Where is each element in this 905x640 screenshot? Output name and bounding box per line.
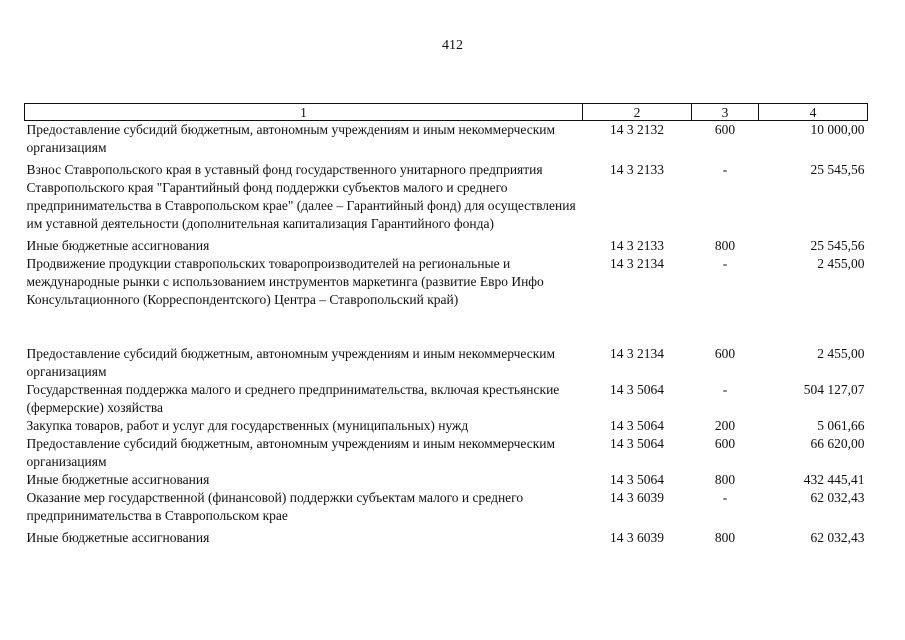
row-description: Иные бюджетные ассигнования xyxy=(26,238,210,253)
header-col-1: 1 xyxy=(25,104,583,121)
row-target-code: 14 3 5064 xyxy=(610,472,664,487)
row-target-code: 14 3 2134 xyxy=(610,346,664,361)
budget-table xyxy=(24,103,868,547)
row-amount: 66 620,00 xyxy=(810,436,865,451)
table-row xyxy=(25,525,868,547)
table-row xyxy=(25,121,868,158)
row-description: Предоставление субсидий бюджетным, автономным учреждениям и иным некоммерческим организациям xyxy=(26,436,556,469)
row-expense-group: 800 xyxy=(714,530,736,545)
row-description: Предоставление субсидий бюджетным, автономным учреждениям и иным некоммерческим организациям xyxy=(26,346,556,379)
table-row xyxy=(25,417,868,435)
row-description: Иные бюджетные ассигнования xyxy=(26,530,210,545)
table-header-row xyxy=(25,104,868,121)
page-number: 412 xyxy=(442,38,463,53)
row-expense-group: - xyxy=(722,256,728,271)
row-amount: 25 545,56 xyxy=(810,162,865,177)
header-col-4: 4 xyxy=(759,104,868,121)
row-target-code: 14 3 2133 xyxy=(610,238,664,253)
row-amount: 2 455,00 xyxy=(817,346,865,361)
row-target-code: 14 3 5064 xyxy=(610,382,664,397)
table-row xyxy=(25,435,868,471)
row-expense-group: - xyxy=(722,162,728,177)
row-amount: 62 032,43 xyxy=(810,490,865,505)
row-description: Продвижение продукции ставропольских товаропроизводителей на региональные и международные рынки с использованием инструментов маркетинга (развитие Евро Инфо Консультационного (Корреспондентского) Центра – Ставропольский край) xyxy=(26,256,544,307)
row-expense-group: 600 xyxy=(714,122,736,137)
row-description: Закупка товаров, работ и услуг для государственных (муниципальных) нужд xyxy=(26,418,469,433)
row-expense-group: 800 xyxy=(714,472,736,487)
table-row xyxy=(25,471,868,489)
row-target-code: 14 3 6039 xyxy=(610,490,664,505)
row-description: Взнос Ставропольского края в уставный фонд государственного унитарного предприятия Ставропольского края "Гарантийный фонд поддержки субъектов малого и среднего предпринимательства в Ставропольском крае" (далее – Гарантийный фонд) для осуществления им уставной деятельности (дополнительная капитализация Гарантийного фонда) xyxy=(26,162,576,231)
header-col-2: 2 xyxy=(583,104,692,121)
row-amount: 5 061,66 xyxy=(817,418,865,433)
row-amount: 2 455,00 xyxy=(817,256,865,271)
row-description: Оказание мер государственной (финансовой) поддержки субъектам малого и среднего предпринимательства в Ставропольском крае xyxy=(26,490,524,523)
table-row xyxy=(25,309,868,381)
header-col-3: 3 xyxy=(692,104,759,121)
row-expense-group: 200 xyxy=(714,418,736,433)
row-description: Предоставление субсидий бюджетным, автономным учреждениям и иным некоммерческим организациям xyxy=(26,122,556,155)
row-amount: 62 032,43 xyxy=(810,530,865,545)
table-row xyxy=(25,255,868,309)
row-amount: 432 445,41 xyxy=(803,472,865,487)
row-expense-group: - xyxy=(722,382,728,397)
row-target-code: 14 3 5064 xyxy=(610,436,664,451)
table-row xyxy=(25,489,868,525)
row-amount: 10 000,00 xyxy=(810,122,865,137)
row-description: Иные бюджетные ассигнования xyxy=(26,472,210,487)
row-expense-group: 600 xyxy=(714,346,736,361)
row-target-code: 14 3 5064 xyxy=(610,418,664,433)
budget-table-container xyxy=(24,103,867,547)
table-row xyxy=(25,233,868,255)
row-expense-group: 600 xyxy=(714,436,736,451)
row-target-code: 14 3 2132 xyxy=(610,122,664,137)
row-expense-group: - xyxy=(722,490,728,505)
row-target-code: 14 3 2133 xyxy=(610,162,664,177)
row-amount: 25 545,56 xyxy=(810,238,865,253)
row-amount: 504 127,07 xyxy=(803,382,865,397)
row-target-code: 14 3 2134 xyxy=(610,256,664,271)
table-row xyxy=(25,157,868,233)
row-target-code: 14 3 6039 xyxy=(610,530,664,545)
row-expense-group: 800 xyxy=(714,238,736,253)
row-description: Государственная поддержка малого и среднего предпринимательства, включая крестьянские (фермерские) хозяйства xyxy=(26,382,560,415)
table-row xyxy=(25,381,868,417)
table-body xyxy=(25,121,868,548)
